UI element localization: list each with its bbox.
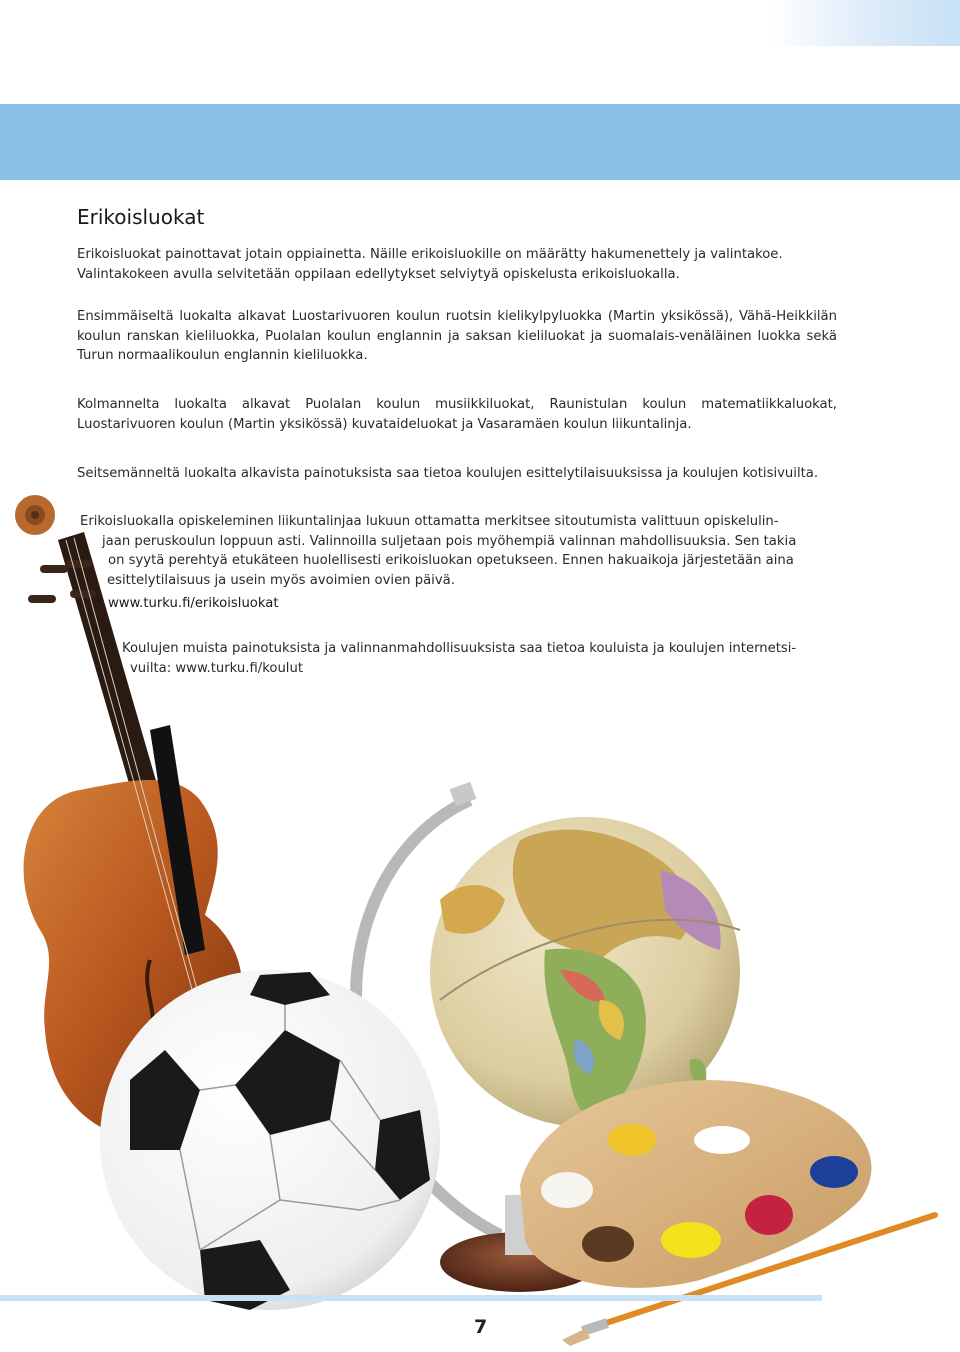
page-number: 7	[474, 1316, 488, 1338]
soccer-ball-image	[100, 970, 440, 1310]
other-options-line-1: Koulujen muista painotuksista ja valinnanmahdollisuuksista saa tietoa kouluista ja koulujen internetsi-	[122, 641, 797, 656]
commitment-line-2: jaan peruskoulun loppuun asti. Valinnoilla suljetaan pois myöhempiä valinnan mahdollisuuksia. Sen takia	[102, 533, 797, 549]
paragraph-first-grade: Ensimmäiseltä luokalta alkavat Luostarivuoren koulun ruotsin kielikylpyluokka (Martin yksikössä), Vähä-Heikkilän koulun ranskan kieliluokka, Puolalan koulun englannin ja saksan kieliluokat ja suomalais-venäläinen luokka sekä Turun normaalikoulun englannin kieliluokka.	[77, 309, 837, 363]
footer-line	[0, 1295, 822, 1301]
header-band	[0, 104, 960, 180]
commitment-line-1: Erikoisluokalla opiskeleminen liikuntalinjaa lukuun ottamatta merkitsee sitoutumista valittuun opiskelulin-	[80, 514, 779, 529]
commitment-line-3: on syytä perehtyä etukäteen huolellisesti erikoisluokan opetukseen. Ennen hakuaikoja järjestetään aina	[108, 553, 794, 568]
paragraph-third-grade: Kolmannelta luokalta alkavat Puolalan koulun musiikkiluokat, Raunistulan koulun matematiikkaluokat, Luostarivuoren koulun (Martin yksikössä) kuvataideluokat ja Vasaramäen koulun liikuntalinja.	[77, 397, 837, 432]
paragraph-seventh-grade: Seitsemänneltä luokalta alkavista painotuksista saa tietoa koulujen esittelytilaisuuksissa ja koulujen kotisivuilta.	[77, 466, 819, 481]
koulut-link[interactable]: www.turku.fi/koulut	[175, 660, 303, 676]
paragraph-intro: Erikoisluokat painottavat jotain oppiainetta. Näille erikoisluokille on määrätty hakumenettely ja valintakoe. Valintakokeen avulla selvitetään oppilaan edellytykset selviytyä opiskelusta erikoisluokalla.	[77, 247, 783, 282]
page-title: Erikoisluokat	[77, 205, 205, 229]
other-options-line-2-text: vuilta:	[130, 660, 176, 676]
illustration-school-items	[0, 480, 960, 1350]
corner-gradient	[770, 0, 960, 46]
erikoisluokat-link[interactable]: www.turku.fi/erikoisluokat	[108, 596, 279, 611]
commitment-line-4: esittelytilaisuus ja usein myös avoimien ovien päivä.	[107, 572, 455, 588]
